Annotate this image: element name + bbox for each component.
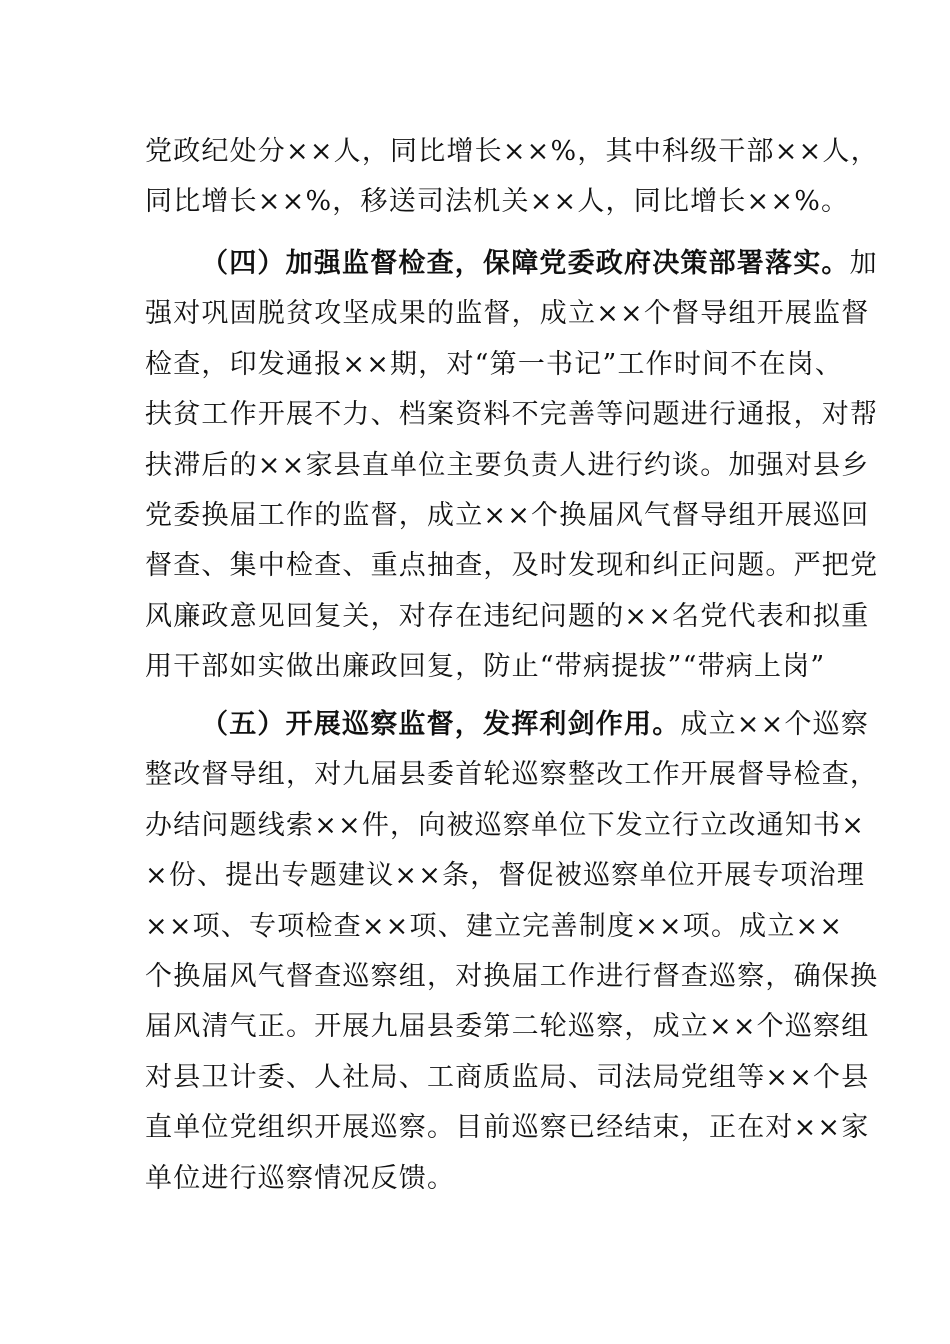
paragraph-line: 强对巩固脱贫攻坚成果的监督，成立××个督导组开展监督 [145,298,870,330]
paragraph-first-line-rest: 成立××个巡察 [680,709,870,740]
paragraph-line: 个换届风气督查巡察组，对换届工作进行督查巡察，确保换 [145,960,879,992]
paragraph-line: 单位进行巡察情况反馈。 [145,1162,456,1194]
paragraph-disciplinary-stats [145,127,879,228]
paragraph-line: 党委换届工作的监督，成立××个换届风气督导组开展巡回 [145,499,870,531]
paragraph-line: 届风清气正。开展九届县委第二轮巡察，成立××个巡察组 [145,1011,870,1043]
paragraph-first-line-rest: 加 [849,248,878,279]
paragraph-line: 对县卫计委、人社局、工商质监局、司法局党组等××个县 [145,1061,870,1093]
paragraph-first-line [145,700,870,750]
paragraph-line: ××项、专项检查××项、建立完善制度××项。成立×× [145,910,844,942]
paragraph-line: 扶贫工作开展不力、档案资料不完善等问题进行通报，对帮 [145,399,879,431]
paragraph-inspection-tour [145,700,879,1204]
paragraph-line: 检查，印发通报××期，对“第一书记”工作时间不在岗、 [145,348,844,380]
paragraph-line: ×份、提出专题建议××条，督促被巡察单位开展专项治理 [145,860,866,892]
paragraph-line: 风廉政意见回复关，对存在违纪问题的××名党代表和拟重 [145,600,870,632]
paragraph-line: 同比增长××%，移送司法机关××人，同比增长××%。 [145,186,850,218]
paragraph-line: 党政纪处分××人，同比增长××%，其中科级干部××人， [145,136,879,167]
paragraph-line: 办结问题线索××件，向被巡察单位下发立行立改通知书× [145,809,866,841]
paragraph-first-line [145,239,878,289]
paragraph-line: 扶滞后的××家县直单位主要负责人进行约谈。加强对县乡 [145,449,870,481]
paragraph-line: 直单位党组织开展巡察。目前巡察已经结束，正在对××家 [145,1112,870,1144]
paragraph-line: 用干部如实做出廉政回复，防止“带病提拔”“带病上岗” [145,651,826,683]
paragraph-line: 督查、集中检查、重点抽查，及时发现和纠正问题。严把党 [145,550,879,582]
paragraph-line: 整改督导组，对九届县委首轮巡察整改工作开展督导检查， [145,759,879,791]
section-heading-4: （四）加强监督检查，保障党委政府决策部署落实。 [201,248,850,279]
section-heading-5: （五）开展巡察监督，发挥利剑作用。 [201,709,681,740]
paragraph-supervision-inspection [145,239,879,693]
